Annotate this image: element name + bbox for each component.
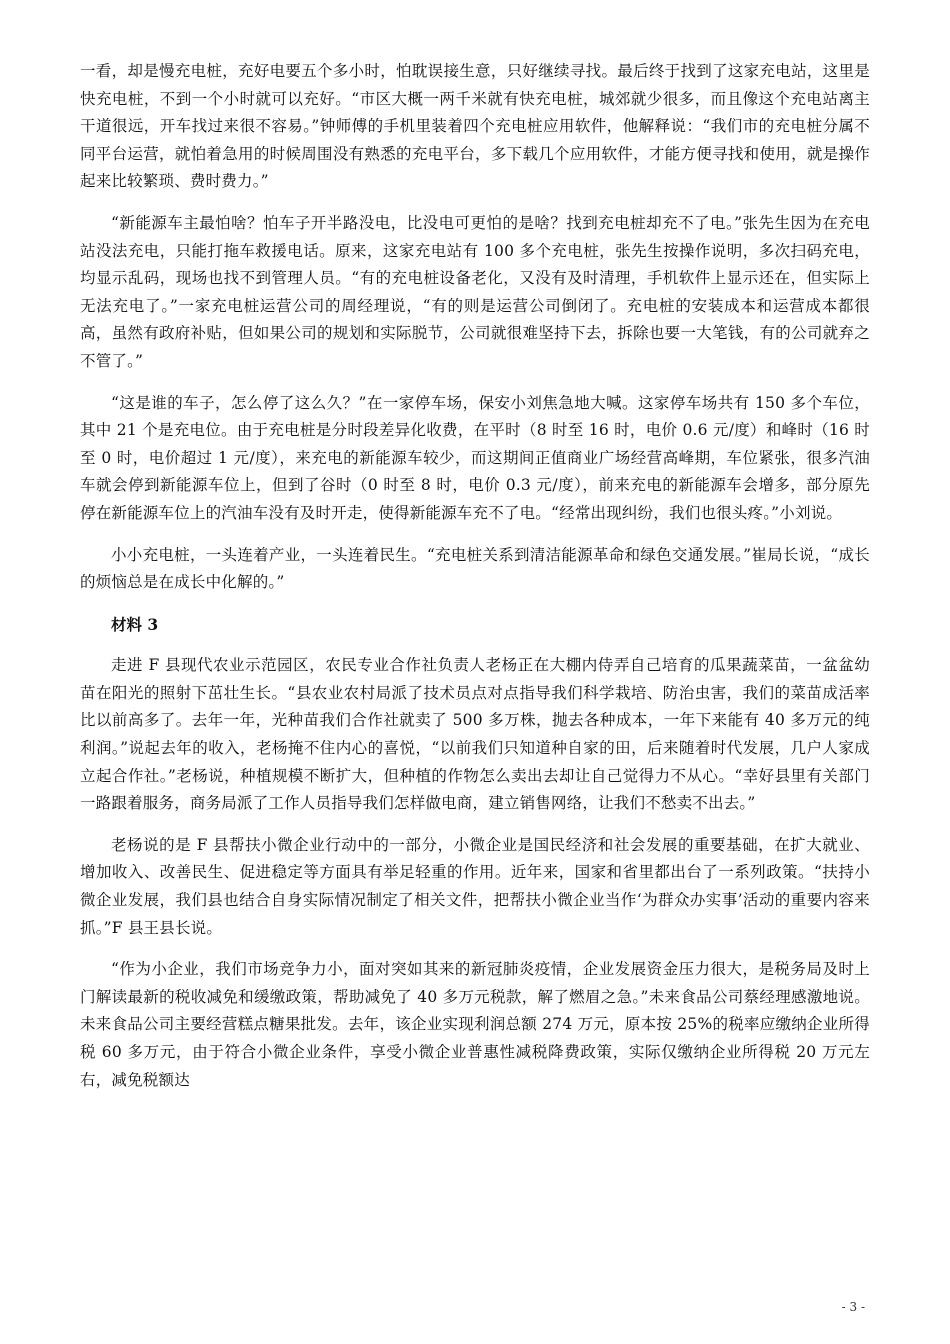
paragraph-7: “作为小企业，我们市场竞争力小，面对突如其来的新冠肺炎疫情，企业发展资金压力很大，是税务局及时上门解读最新的税收减免和缓缴政策，帮助减免了 40 多万元税款，解了燃眉之急。”未来食品公司蔡经理感激地说。未来食品公司主要经营糕点糖果批发。去年，该企业实现利润总额 274 万元，原本按 25%的税率应缴纳企业所得税 60 多万元，由于符合小微企业条件，享受小微企业普惠性减税降费政策，实际仅缴纳企业所得税 20 万元左右，减免税额达	[80, 960, 870, 1089]
paragraph-5: 走进 F 县现代农业示范园区，农民专业合作社负责人老杨正在大棚内侍弄自己培育的瓜果蔬菜苗，一盆盆幼苗在阳光的照射下茁壮生长。“县农业农村局派了技术员点对点指导我们科学栽培、防治虫害，我们的菜苗成活率比以前高多了。去年一年，光种苗我们合作社就卖了 500 多万株，抛去各种成本，一年下来能有 40 多万元的纯利润。”说起去年的收入，老杨掩不住内心的喜悦，“以前我们只知道种自家的田，后来随着时代发展，几户人家成立起合作社。”老杨说，种植规模不断扩大，但种植的作物怎么卖出去却让自己觉得力不从心。“幸好县里有关部门一路跟着服务，商务局派了工作人员指导我们怎样做电商，建立销售网络，让我们不愁卖不出去。”	[80, 656, 870, 813]
paragraph-1: 一看，却是慢充电桩，充好电要五个多小时，怕耽误接生意，只好继续寻找。最后终于找到了这家充电站，这里是快充电桩，不到一个小时就可以充好。“市区大概一两千米就有快充电桩，城郊就少很多，而且像这个充电站离主干道很远，开车找过来很不容易。”钟师傅的手机里装着四个充电桩应用软件，他解释说：“我们市的充电桩分属不同平台运营，就怕着急用的时候周围没有熟悉的充电平台，多下载几个应用软件，才能方便寻找和使用，就是操作起来比较繁琐、费时费力。”	[80, 62, 870, 191]
paragraph-3: “这是谁的车子，怎么停了这么久？”在一家停车场，保安小刘焦急地大喊。这家停车场共有 150 多个车位，其中 21 个是充电位。由于充电桩是分时段差异化收费，在平时（8 时至 16 时，电价 0.6 元/度）和峰时（16 时至 0 时，电价超过 1 元/度），来充电的新能源车较少，而这期间正值商业广场经营高峰期，车位紧张，很多汽油车就会停到新能源车位上，但到了谷时（0 时至 8 时，电价 0.3 元/度），前来充电的新能源车会增多，部分原先停在新能源车位上的汽油车没有及时开走，使得新能源车充不了电。“经常出现纠纷，我们也很头疼。”小刘说。	[80, 393, 870, 522]
paragraph-4: 小小充电桩，一头连着产业，一头连着民生。“充电桩关系到清洁能源革命和绿色交通发展。”崔局长说，“成长的烦恼总是在成长中化解的。”	[80, 545, 870, 592]
paragraph-2: “新能源车主最怕啥？怕车子开半路没电，比没电可更怕的是啥？找到充电桩却充不了电。”张先生因为在充电站没法充电，只能打拖车救援电话。原来，这家充电站有 100 多个充电桩，张先生按操作说明，多次扫码充电，均显示乱码，现场也找不到管理人员。“有的充电桩设备老化，又没有及时清理，手机软件上显示还在，但实际上无法充电了。”一家充电桩运营公司的周经理说，“有的则是运营公司倒闭了。充电桩的安装成本和运营成本都很高，虽然有政府补贴，但如果公司的规划和实际脱节，公司就很难坚持下去，拆除也要一大笔钱，有的公司就弃之不管了。”	[80, 213, 870, 370]
paragraph-6: 老杨说的是 F 县帮扶小微企业行动中的一部分，小微企业是国民经济和社会发展的重要基础，在扩大就业、增加收入、改善民生、促进稳定等方面具有举足轻重的作用。近年来，国家和省里都出台了一系列政策。“扶持小微企业发展，我们县也结合自身实际情况制定了相关文件，把帮扶小微企业当作‘为群众办实事’活动的重要内容来抓。”F 县王县长说。	[80, 835, 870, 937]
document-body	[80, 58, 870, 1108]
page-number: - 3 -	[841, 1300, 865, 1314]
section-heading: 材料 3	[111, 614, 159, 634]
